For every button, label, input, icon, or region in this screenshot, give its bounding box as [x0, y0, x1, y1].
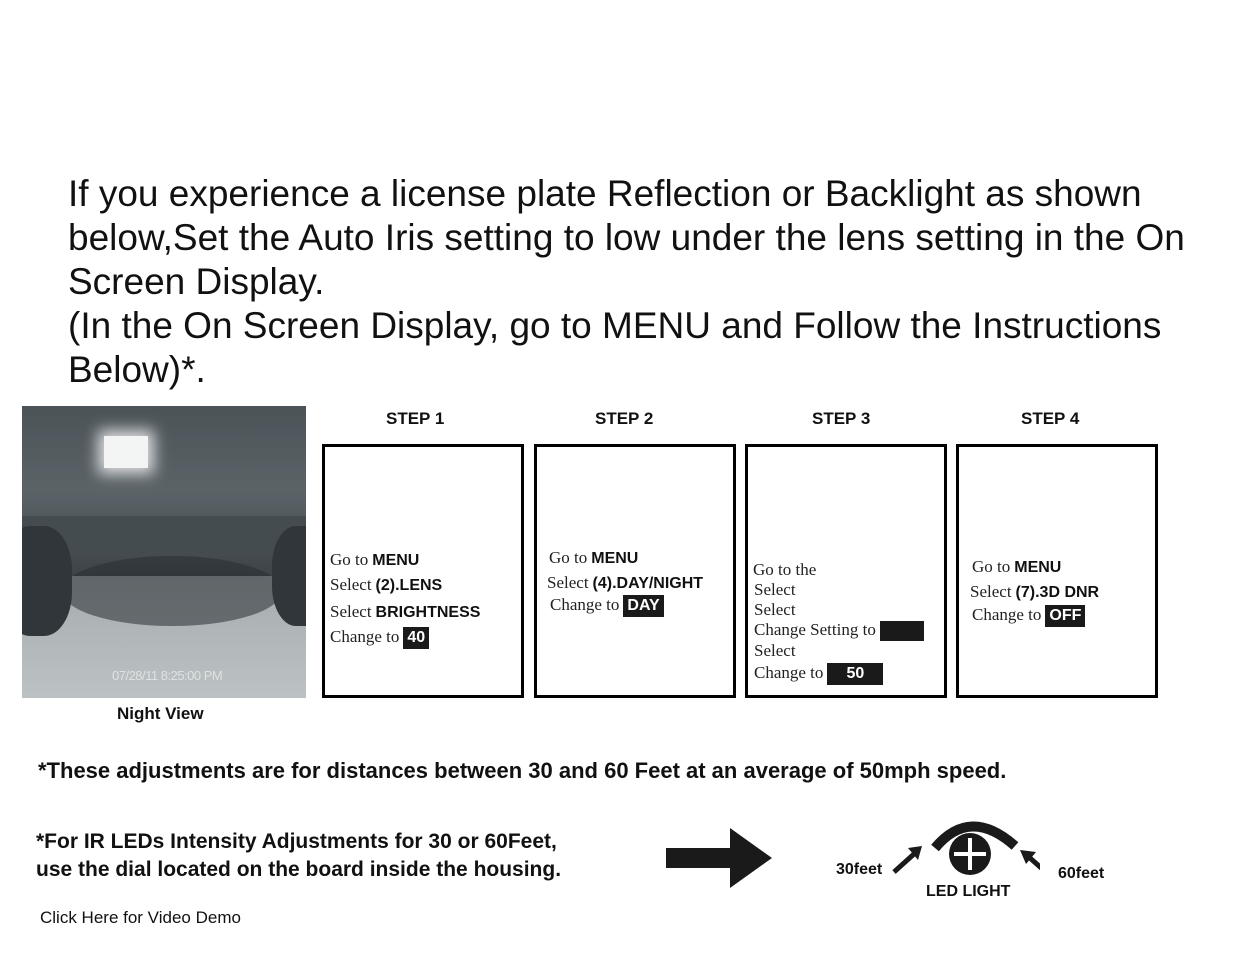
- intro-paragraph-2: (In the On Screen Display, go to MENU and Follow the Instructions Below)*.: [68, 305, 1162, 390]
- step-line-label: Go to: [330, 550, 369, 569]
- step-line-label: Change to: [972, 605, 1042, 624]
- step-line-value: (4).DAY/NIGHT: [592, 575, 704, 592]
- step-1-line-2: [330, 575, 442, 595]
- step-value-tag-blank: [880, 621, 924, 641]
- dial-label-30feet: 30feet: [836, 861, 883, 878]
- step-3-line-5: Select: [754, 641, 796, 660]
- dial-label-led-light: LED LIGHT: [926, 883, 1011, 900]
- step-line-label: Select: [970, 582, 1012, 601]
- step-line-label: Select: [547, 573, 589, 592]
- step-1-line-1: [330, 550, 419, 570]
- step-3-line-4: [754, 620, 924, 641]
- step-line-value: (2).LENS: [375, 577, 443, 594]
- step-1-line-4: [330, 627, 429, 649]
- distance-note: *These adjustments are for distances between 30 and 60 Feet at an average of 50mph speed.: [38, 758, 1007, 783]
- step-line-value: MENU: [372, 552, 420, 569]
- night-view-photo: [22, 406, 306, 698]
- step-line-label: Select: [330, 602, 372, 621]
- step-3-line-2: Select: [754, 580, 796, 599]
- ir-led-note: [36, 828, 561, 884]
- arrow-right-icon: [664, 826, 774, 890]
- step-value-tag: 40: [403, 627, 429, 649]
- step-3-box: [745, 444, 947, 698]
- intro-paragraph-1: If you experience a license plate Reflection or Backlight as shown below,Set the Auto Iris setting to low under the lens setting in the On Screen Display.: [68, 173, 1185, 302]
- step-line-label: Select: [330, 575, 372, 594]
- ir-led-note-line-2: use the dial located on the board inside the housing.: [36, 858, 562, 881]
- step-line-value: (7).3D DNR: [1015, 584, 1100, 601]
- step-3-line-1: Go to the: [753, 560, 817, 579]
- photo-caption: Night View: [117, 704, 204, 723]
- step-line-value: BRIGHTNESS: [375, 604, 481, 621]
- photo-timestamp: 07/28/11 8:25:00 PM: [112, 668, 223, 683]
- ground-shadow: [62, 556, 282, 626]
- step-value-tag: 50: [827, 663, 883, 685]
- wheel-right: [272, 526, 306, 626]
- step-value-tag: DAY: [623, 595, 663, 617]
- step-1-title: STEP 1: [386, 409, 445, 428]
- step-1-line-3: [330, 602, 480, 622]
- intro-text: [68, 172, 1218, 392]
- step-4-line-2: [970, 582, 1099, 602]
- step-2-box: [534, 444, 736, 698]
- video-demo-link[interactable]: Click Here for Video Demo: [40, 908, 241, 927]
- step-line-label: Change Setting to: [754, 620, 876, 639]
- step-3-line-6: [754, 663, 883, 685]
- dial-plus-icon: [880, 812, 1040, 892]
- step-2-title: STEP 2: [595, 409, 654, 428]
- step-2-line-2: [547, 573, 703, 593]
- step-4-title: STEP 4: [1021, 409, 1080, 428]
- step-line-value: MENU: [1014, 559, 1062, 576]
- step-line-label: Go to: [972, 557, 1011, 576]
- step-value-tag: OFF: [1045, 605, 1085, 627]
- step-line-label: Go to: [549, 548, 588, 567]
- step-4-line-3: [972, 605, 1085, 627]
- ir-led-note-line-1: *For IR LEDs Intensity Adjustments for 30 or 60Feet,: [36, 830, 557, 853]
- step-3-line-3: Select: [754, 600, 796, 619]
- step-4-box: [956, 444, 1158, 698]
- step-line-value: MENU: [591, 550, 639, 567]
- step-line-label: Change to: [754, 663, 824, 682]
- step-3-title: STEP 3: [812, 409, 871, 428]
- dial-label-60feet: 60feet: [1058, 865, 1105, 882]
- step-4-line-1: [972, 557, 1061, 577]
- step-line-label: Change to: [330, 627, 400, 646]
- step-2-line-3: [550, 595, 664, 617]
- license-plate-glare: [104, 436, 148, 468]
- step-1-box: [322, 444, 524, 698]
- wheel-left: [22, 526, 72, 636]
- step-line-label: Change to: [550, 595, 620, 614]
- step-2-line-1: [549, 548, 638, 568]
